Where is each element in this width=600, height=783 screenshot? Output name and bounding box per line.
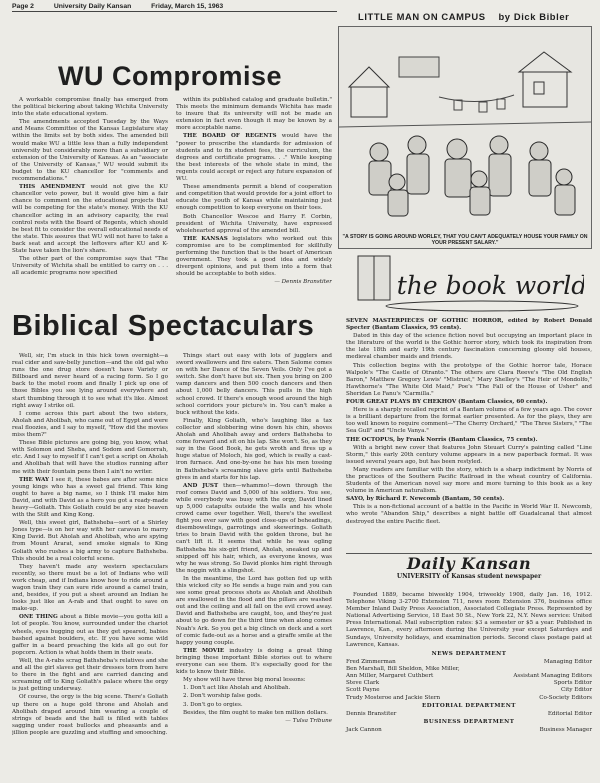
staff-row xyxy=(346,695,592,702)
staff-name: Ann Miller, Margaret Cuthbert xyxy=(346,673,434,680)
paragraph: ONE THING about a Bible movie—you gotta kill a lot of people. You know, surrounded under the chariot wheels, eyes bugging out as they get speared, babies bashed against boulders, etc. If you have some wild gaffer in a beard preaching the kids all go out for popcorn. Action is what holds them in their seats. xyxy=(12,614,168,656)
cartoon-caption: "A STORY IS GOING AROUND WORLEY, THAT YOU CAN'T ADEQUATELY HOUSE YOUR FAMILY ON YOUR PRESENT SALARY." xyxy=(342,234,588,246)
issue-date: Friday, March 15, 1963 xyxy=(151,3,224,10)
staff-role: City Editor xyxy=(561,687,592,694)
paragraph-lead: THE KANSAS xyxy=(183,235,228,242)
paragraph-lead: THE WAY xyxy=(19,476,50,483)
book-review-text: With a bright new cover that features John Steuart Curry's painting called "Line Storm," this early 20th century volume appears in a new paperback format. It was issued several years ago, but has been restyled. xyxy=(346,444,592,465)
biblical-title: Biblical Spectaculars xyxy=(12,310,315,342)
paragraph: Things start out easy with lots of jugglers and sword swallowers and fire eaters. Then Salome comes on with her Dance of the Seven Veils. Only I've got a switch. She don't have but six. Then you bring on 200 vamp dancers and then 500 cooch dancers and then about 1,000 belly dancers. This pulls in the high school crowd. If there's enough wood around the high school corridors your picture's in. You can't make a buck without the kids. xyxy=(176,353,332,416)
paragraph-lead: ONE THING xyxy=(19,614,58,621)
paragraph: Both Chancellor Wescoe and Harry F. Corbin, president of Wichita University, have expressed wholehearted approval of the amended bill. xyxy=(176,213,332,234)
staff-row xyxy=(346,711,592,718)
paragraph: The other part of the compromise says that "The University of Wichita shall be entitled to carry on . . . all academic programs now specified xyxy=(12,256,168,277)
staff-role: Managing Editor xyxy=(543,659,592,666)
paragraph: THE WAY I see it, these babes are after some nice young kings who has a sweet gal friend. This king ought to have a big name, so I think I'll make him David, and with David as a hero you got a ready-made heavy—Goliath. This Goliath could be any size heaven with the Stilt and King Kong. xyxy=(12,476,168,519)
paragraph: THIS AMENDMENT would not give the KU chancellor veto power, but it would give him a fair chance to comment on the educational projects that will be competing for the state's money. With the KU chancellor acting in an advisory capacity, the real control rests with the Board of Regents, which should be best fit to consider the overall educational needs of the state. This assures that WU will not have to take a back seat and accept the leftovers after KU and K-State have taken the lion's share. xyxy=(12,184,168,254)
biblical-column-2 xyxy=(176,353,332,779)
staff-row xyxy=(346,659,592,666)
paragraph: 1. Don't act like Aholah and Aholibah. xyxy=(183,685,291,692)
staff-row xyxy=(346,727,592,734)
paragraph-lead: THIS AMENDMENT xyxy=(19,184,86,191)
signature: — Dennis Branstiter xyxy=(274,279,332,286)
masthead-info-text: Founded 1889, became biweekly 1904, triweekly 1908, daily Jan. 16, 1912. Telephone Viking 3-2700 Extension 711, news room Extension 376, business office Member Inland Daily Press Association, Associated Collegiate Press. Represented by National Advertising Service, 18 East 50 St., New York 22, N.Y. News service: United Press International. Mail subscription rates: $3 a semester or $5 a year. Published in Lawrence, Kan., every afternoon during the University year except Saturdays and Sundays, University holidays, and examination periods. Second class postage paid at Lawrence, Kansas. xyxy=(346,592,592,648)
staff-name: Fred Zimmerman xyxy=(346,659,396,666)
staff-row xyxy=(346,687,592,694)
paragraph: within its published catalog and graduate bulletin." This meets the minimum demands Wichita has made to insure that its university will not be made an extension in fact even though it may be known by a more acceptable name. xyxy=(176,97,332,132)
staff-box xyxy=(346,650,592,780)
paragraph: Of course, the orgy is the big scene. There's Goliath up there on a huge gold throne and Aholah and Aholibah draped around him wearing a couple of strings of beads and the hall is filled with tables sagging under roast bullocks and pheasants and a jillion people are guzzling and stuffing and smooching. xyxy=(12,694,168,736)
staff-section-heading: EDITORIAL DEPARTMENT xyxy=(422,702,516,709)
staff-name: Steve Clark xyxy=(346,680,380,687)
paragraph: My show will have three big moral lessons: xyxy=(183,677,306,684)
paragraph: 3. Don't go to orgies. xyxy=(183,701,243,708)
masthead-info xyxy=(346,592,592,648)
book-review-text: Many readers are familiar with the story, which is a sharp indictment by Norris of the practices of the Southern Pacific Railroad in the wheat country of California. Students of the American novel say more and more turning to this book as a key volume in American naturalism. xyxy=(346,466,592,495)
staff-name: Ben Marshall, Bill Sheldon, Mike Miller, xyxy=(346,666,460,673)
staff-row xyxy=(346,673,592,680)
page-header xyxy=(12,3,337,12)
staff-name: Trudy Mosteroe and Jackie Stern xyxy=(346,694,441,701)
signature: — Tulsa Tribune xyxy=(285,717,332,724)
paragraph: THE KANSAS legislators who worked out this compromise are to be complimented for skillfully performing the function that is the heart of American government. They took a good idea and widely divergent opinions, and put them into a form that should be acceptable to both sides. xyxy=(176,235,332,278)
staff-name: Scott Payne xyxy=(346,687,380,694)
paragraph: In the meantime, the Lord has gotten fed up with this wicked city so He sends a huge rain and you can see some great process shots as Aholah and Aholibah are swallowed in the flood and the pillars are washed out and the ceiling and all fall on the evil crowd away. David and Bathsheba are caught, too, and they're just about to go down for the third time when along comes Noah's Ark. So you get a big clinch on deck and a sort of comic fade-out as a horse and a giraffe smile at the happy young couple. xyxy=(176,575,332,646)
paragraph: The amendments accepted Tuesday by the Ways and Means Committee of the Kansas Legislature stay within the limits set by both sides. The amended bill would make WU a little less than a fully independent university but considerably more than a subsidiary or extension of the University of Kansas. As an "associate of the University of Kansas," WU would submit its budget to the KU chancellor for "comments and recommendations." xyxy=(12,119,168,183)
masthead xyxy=(346,553,592,580)
paragraph: Finally, King Goliath, who's laughing like a tax collector and slobbering wine down his chin, shoves Aholah and Aholibah away and orders Bathsheba to come forward and sit on his lap. She won't. So, as they say in the Good Book, he gets wroth and fires up a huge statue of Moloch, his god, which is really a cast-iron furnace. And one-by-one he has his men tossing in Bathsheba's screaming slave girls until Bathsheba gives in and starts for his lap. xyxy=(176,417,332,481)
wu-editorial-title: WU Compromise xyxy=(58,61,283,91)
staff-name: Jack Cannon xyxy=(346,726,382,733)
book-review-text: This collection begins with the prototype of the Gothic horror tale, Horace Walpole's "The Castle of Otranto." The others are Clara Reeve's "The Old English Baron," Matthew Gregory Lewis' "Mistrust," Mary Shelley's "The Heir of Mondolfo," Hawthorne's "The White Old Maid," Poe's "The Fall of the House of Usher" and Sheridan Le Fanu's "Carmilla." xyxy=(346,362,592,397)
paper-name: University Daily Kansan xyxy=(53,3,132,10)
book-review-text: This is a non-fictional account of a battle in the Pacific in World War II. Newcomb, who wrote "Abandon Ship," describes a night battle off Guadalcanal that almost destroyed the entire Pacific fleet. xyxy=(346,504,592,525)
paragraph: I come across this part about the two sisters, Aholah and Aholibah, who came out of Egypt and were real floozies, and I say to myself, "How did the movies miss them?" xyxy=(12,410,168,439)
staff-role: Co-Society Editors xyxy=(539,694,592,701)
staff-section-heading: BUSINESS DEPARTMENT xyxy=(423,718,515,725)
paragraph: Besides, the film ought to make ten million dollars. xyxy=(183,709,328,716)
paragraph: Well, the A-rabs scrag Bathsheba's relatives and she and all the girl slaves get their dresses torn from here to there in the fight and are carried dancing and screaming off to King Goliath's palace where the orgy is just getting underway. xyxy=(12,657,168,693)
paragraph: These amendments permit a blend of cooperation and competition that would provide for a joint effort to educate the youth of Kansas while maintaining just enough competition to keep everyone on their toes. xyxy=(176,184,332,212)
staff-role: Editorial Editor xyxy=(547,710,592,717)
staff-name: Dennis Branstiter xyxy=(346,710,397,717)
paragraph: THE BOARD OF REGENTS would have the "power to prescribe the standards for admission of students and to fix student fees, the curriculum, the degrees and certificate programs. . ." While keeping the best interests of the whole state in mind, the regents could accept or reject any future expansion of WU. xyxy=(176,133,332,183)
book-review-text: Here is a sharply recalled reprint of a Bantam volume of a few years ago. The cover is a brilliant departure from the format earlier presented. As for the plays, they are too well known to require comment—"The Cherry Orchard," "The Three Sisters," "The Sea Gull" and "Uncle Vanya." xyxy=(346,407,592,435)
cartoon-drawing xyxy=(339,27,591,248)
staff-role: Business Manager xyxy=(539,726,592,733)
staff-section-heading: NEWS DEPARTMENT xyxy=(431,651,507,657)
book-world-logo xyxy=(352,252,584,314)
staff-role: Sports Editor xyxy=(553,680,592,687)
biblical-column-1 xyxy=(12,353,168,779)
wu-column-2 xyxy=(176,97,332,303)
staff-role: Assistant Managing Editors xyxy=(513,673,592,680)
cartoon-heading xyxy=(358,11,569,22)
book-review-title: SAYO, by Richard F. Newcomb (Bantam, 50 cents). xyxy=(346,496,505,503)
paragraph: A workable compromise finally has emerged from the political bickering about taking Wichita University into the state educational system. xyxy=(12,97,168,118)
paragraph-lead: THE MOVIE xyxy=(183,647,225,654)
paragraph: Well, sir, I'm stuck in this hick town overnight—a real cider and saw-belly junction—and the old gal who runs the one drug store doesn't have Variety or Billboard and never heard of a racing form. So I go back to the motel room and finally I pick up one of those Bibles you see lying around everywhere and start thumbing through it to see what it's like. Almost right away I strike oil. xyxy=(12,353,168,409)
paragraph-lead: AND JUST xyxy=(183,482,219,489)
paragraph-lead: THE BOARD OF REGENTS xyxy=(183,133,277,140)
paragraph: They haven't made any western spectaculars recently, so there must be a lot of Indians who will work cheap, and if Indians know how to ride around a wagon train they can sure ride around a camel train, and, besides, if you put a sheet around an Indian he looks just like an A-rab and that ought to save on make-up. xyxy=(12,563,168,613)
cartoon-byline: by Dick Bibler xyxy=(498,11,570,22)
book-review-text: Dated in this day of the science fiction novel but occupying an important place in the literature of the world is the Gothic horror story, which took its inspiration from the late 18th and early 19th century fascination concerning gloomy old houses, medieval chamber maids and friends. xyxy=(346,333,592,361)
staff-row xyxy=(346,680,592,687)
paragraph: THE MOVIE industry is doing a great thing bringing these important Bible stories out to where everyone can see them. It's especially good for the kids to know their Bible. xyxy=(176,647,332,676)
book-world-reviews xyxy=(346,318,592,550)
page-number: Page 2 xyxy=(12,3,34,10)
book-world-wordmark: the book world xyxy=(396,271,584,300)
paragraph: Well, this sweet girl, Bathsheba—sort of a Shirley Jones type—is on her way with her caravan to marry King David. But Aholah and Aholibah, who are spying from Mount Ararat, send smoke signals to King Goliath who rushes a big army to capture Bathsheba. This should be a real colorful scene. xyxy=(12,520,168,562)
book-review-title: SEVEN MASTERPIECES OF GOTHIC HORROR, edited by Robert Donald Specter (Bantam Classics, 95 cents). xyxy=(346,318,592,332)
staff-row xyxy=(346,666,592,673)
cartoon-title: LITTLE MAN ON CAMPUS xyxy=(358,11,486,22)
cartoon-panel xyxy=(338,26,592,249)
wu-column-1 xyxy=(12,97,168,303)
book-review-title: FOUR GREAT PLAYS BY CHEKHOV (Bantam Classics, 60 cents). xyxy=(346,399,548,406)
masthead-tagline: UNIVERSITY of Kansas student newspaper xyxy=(396,573,542,580)
paragraph: AND JUST then—whammo!—down through the roof comes David and 5,000 of his soldiers. You see, while everybody was busy with the orgy, David lined up 5,000 catapults outside the walls and his whole crowd came over together. Well, there's the swellest fight you ever saw with good close-ups of beheadings, disembowelings, garrotings and skewerings. Goliath tries to brain David with the golden throne, but he can't lift it. It seems that while he was ogling Bathsheba his six-girl friend, Aholah, sneaked up and snipped off his hair, which, as everyone knows, was why he was strong. So David plonks him right through the noggin with a slingshot. xyxy=(176,482,332,574)
paragraph: These Bible pictures are going big, you know, what with Solomon and Sheba, and Sodom and Gomorrah, etc. And I say to myself if I can't get a script on Aholah and Aholibah that will have the studios running after me with their fountain pens then I ain't no writer. xyxy=(12,440,168,475)
masthead-name: Daily Kansan xyxy=(406,554,532,573)
book-review-title: THE OCTOPUS, by Frank Norris (Bantam Classics, 75 cents). xyxy=(346,436,538,443)
paragraph: 2. Don't worship false gods. xyxy=(183,693,262,700)
